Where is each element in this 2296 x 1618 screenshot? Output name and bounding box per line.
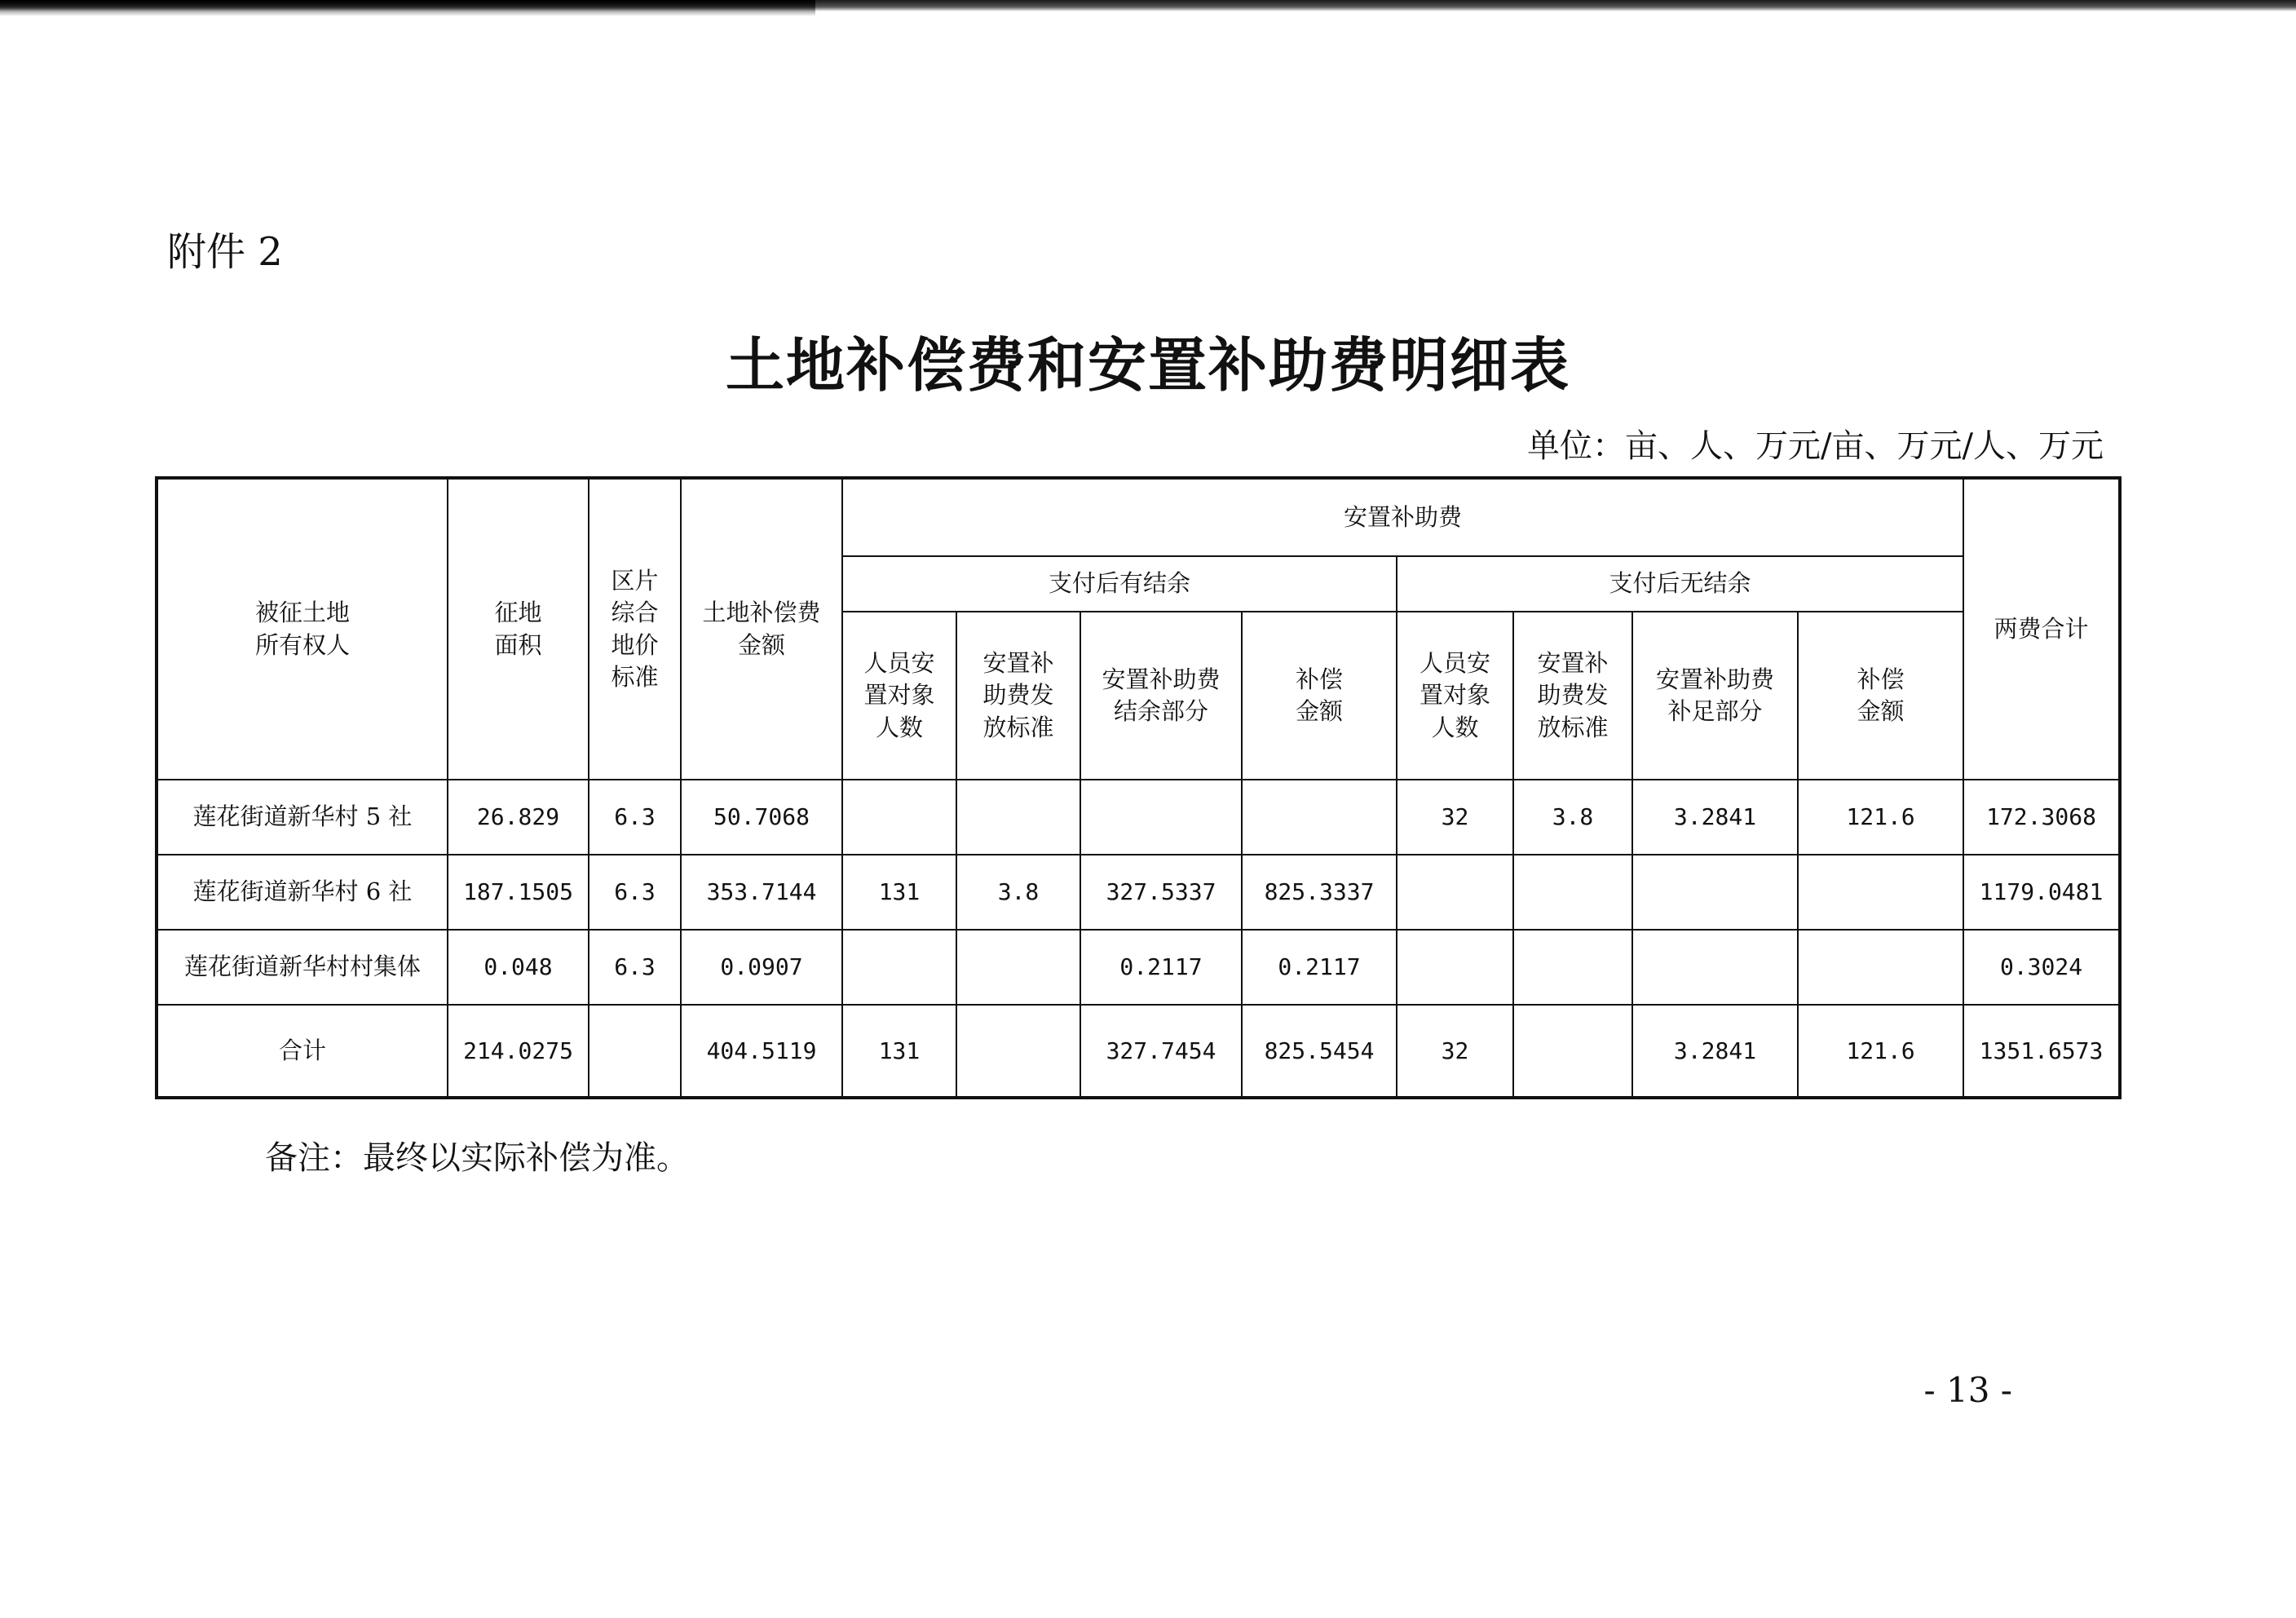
cell-area: 214.0275 [448,1005,589,1098]
header-resettlement-subsidy: 安置补助费 [842,478,1963,556]
cell-owner: 莲花街道新华村 6 社 [157,855,448,930]
cell-s-people: 131 [842,855,956,930]
cell-owner: 莲花街道新华村村集体 [157,930,448,1005]
cell-s-std: 3.8 [956,855,1080,930]
cell-n-people: 32 [1397,780,1513,855]
cell-total: 1351.6573 [1963,1005,2120,1098]
table-row-total [157,1005,2120,1098]
cell-n-std [1513,855,1632,930]
cell-s-people [842,930,956,1005]
attachment-label: 附件 2 [167,229,283,275]
unit-note: 单位：亩、人、万元/亩、万元/人、万元 [1527,427,2104,465]
header-no-surplus-group: 支付后无结余 [1397,556,1963,612]
header-n-standard: 安置补 助费发 放标准 [1513,612,1632,780]
cell-total: 0.3024 [1963,930,2120,1005]
header-total-both: 两费合计 [1963,478,2120,780]
cell-n-std [1513,930,1632,1005]
cell-land: 404.5119 [681,1005,842,1098]
remark: 备注：最终以实际补偿为准。 [265,1139,689,1177]
cell-land: 50.7068 [681,780,842,855]
header-price-standard: 区片 综合 地价 标准 [589,478,681,780]
cell-price [589,1005,681,1098]
cell-s-part [1080,780,1242,855]
header-s-standard: 安置补 助费发 放标准 [956,612,1080,780]
page-number: - 13 - [1923,1370,2012,1410]
table-row [157,855,2120,930]
document-title: 土地补偿费和安置补助费明细表 [725,330,1570,400]
cell-n-people [1397,855,1513,930]
table-row [157,780,2120,855]
cell-s-part: 327.5337 [1080,855,1242,930]
cell-area: 26.829 [448,780,589,855]
cell-n-part [1632,930,1798,1005]
header-n-amount: 补偿 金额 [1798,612,1963,780]
header-n-people: 人员安 置对象 人数 [1397,612,1513,780]
cell-n-amount [1798,855,1963,930]
header-s-surplus-part: 安置补助费 结余部分 [1080,612,1242,780]
cell-n-amount: 121.6 [1798,780,1963,855]
cell-n-part: 3.2841 [1632,1005,1798,1098]
cell-land: 0.0907 [681,930,842,1005]
cell-s-amount: 825.5454 [1242,1005,1397,1098]
header-owner: 被征土地 所有权人 [157,478,448,780]
cell-price: 6.3 [589,780,681,855]
cell-n-part: 3.2841 [1632,780,1798,855]
cell-price: 6.3 [589,930,681,1005]
cell-s-std [956,1005,1080,1098]
compensation-table [155,476,2122,1099]
header-s-amount: 补偿 金额 [1242,612,1397,780]
cell-n-amount: 121.6 [1798,1005,1963,1098]
cell-s-std [956,780,1080,855]
cell-s-people: 131 [842,1005,956,1098]
cell-land: 353.7144 [681,855,842,930]
cell-n-part [1632,855,1798,930]
cell-price: 6.3 [589,855,681,930]
cell-s-people [842,780,956,855]
cell-area: 187.1505 [448,855,589,930]
header-n-topup-part: 安置补助费 补足部分 [1632,612,1798,780]
header-s-people: 人员安 置对象 人数 [842,612,956,780]
cell-s-amount: 0.2117 [1242,930,1397,1005]
cell-n-std: 3.8 [1513,780,1632,855]
cell-area: 0.048 [448,930,589,1005]
cell-n-people [1397,930,1513,1005]
cell-s-part: 327.7454 [1080,1005,1242,1098]
cell-owner: 合计 [157,1005,448,1098]
cell-s-amount [1242,780,1397,855]
cell-n-amount [1798,930,1963,1005]
header-area: 征地 面积 [448,478,589,780]
header-surplus-group: 支付后有结余 [842,556,1397,612]
scan-edge-dark [0,0,815,16]
cell-s-part: 0.2117 [1080,930,1242,1005]
cell-s-std [956,930,1080,1005]
header-land-compensation: 土地补偿费 金额 [681,478,842,780]
cell-total: 1179.0481 [1963,855,2120,930]
cell-owner: 莲花街道新华村 5 社 [157,780,448,855]
cell-n-std [1513,1005,1632,1098]
cell-total: 172.3068 [1963,780,2120,855]
cell-n-people: 32 [1397,1005,1513,1098]
table-row [157,930,2120,1005]
cell-s-amount: 825.3337 [1242,855,1397,930]
